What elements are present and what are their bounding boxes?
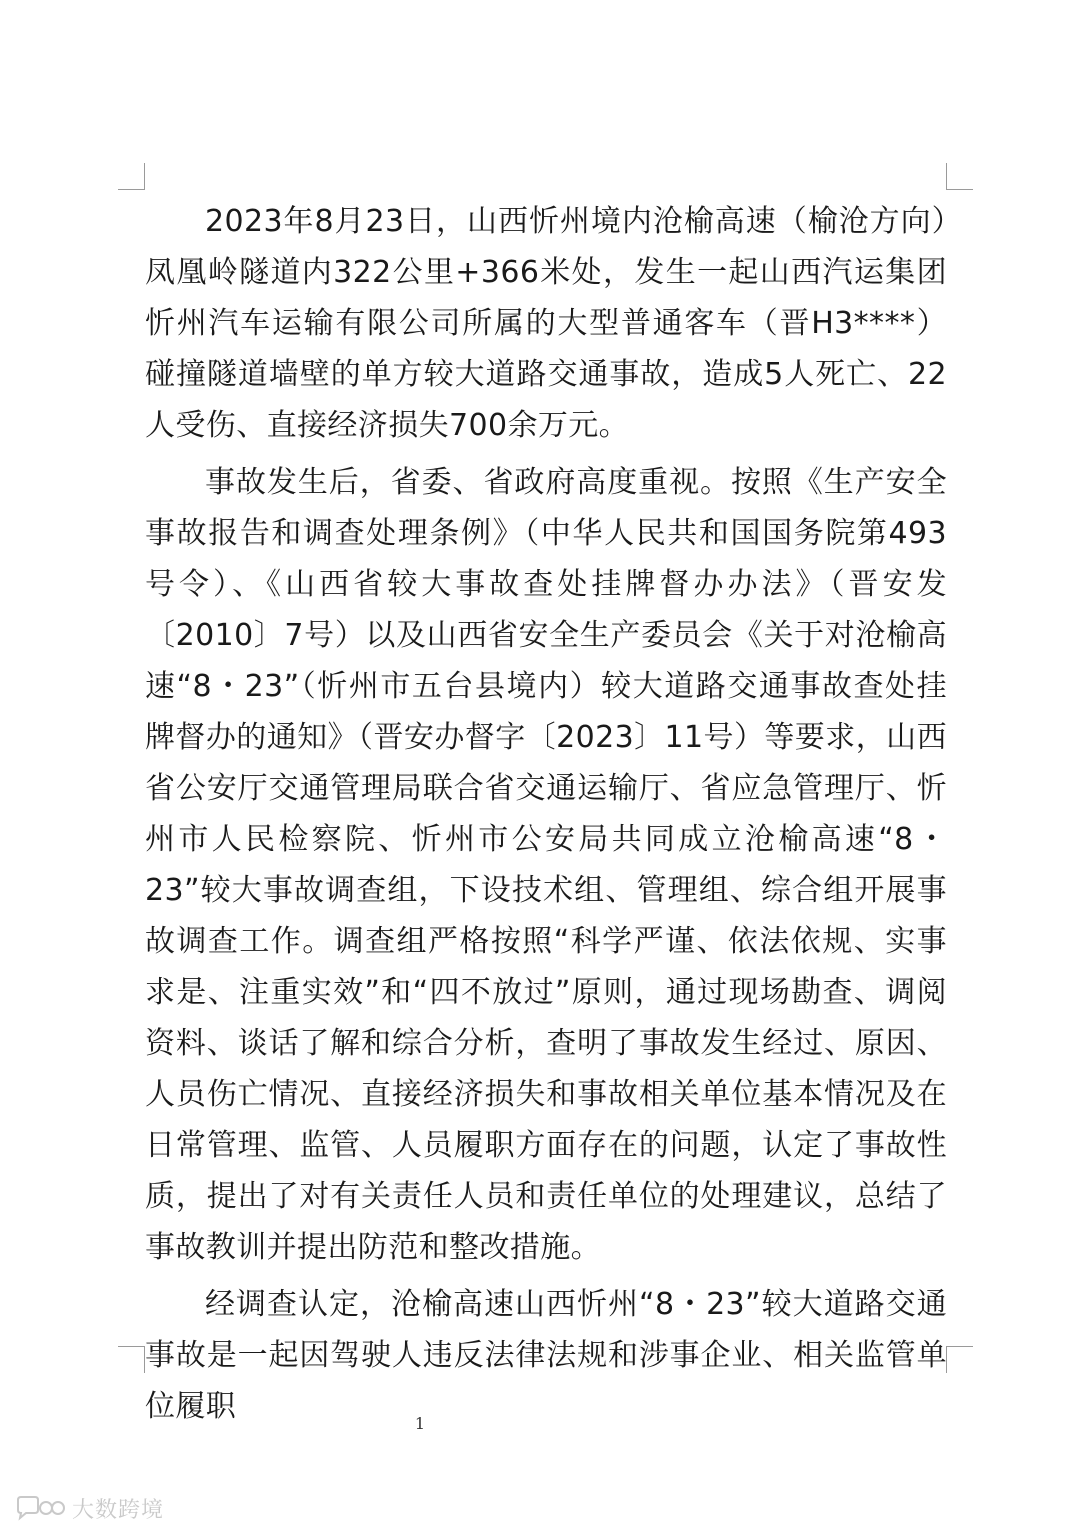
margin-corner-mark-top-left [118,163,145,190]
paragraph-1: 2023年8月23日，山西忻州境内沧榆高速（榆沧方向）凤凰岭隧道内322公里+366米处，发生一起山西汽运集团忻州汽车运输有限公司所属的大型普通客车（晋H3****）碰撞隧道墙壁的单方较大道路交通事故，造成5人死亡、22人受伤、直接经济损失700余万元。 [145,204,947,443]
paragraph-2: 事故发生后，省委、省政府高度重视。按照《生产安全事故报告和调查处理条例》（中华人民共和国国务院第493号令）、《山西省较大事故查处挂牌督办办法》（晋安发〔2010〕7号）以及山西省安全生产委员会《关于对沧榆高速“8・23”（忻州市五台县境内）较大道路交通事故查处挂牌督办的通知》（晋安办督字〔2023〕11号）等要求，山西省公安厅交通管理局联合省交通运输厅、省应急管理厅、忻州市人民检察院、忻州市公安局共同成立沧榆高速“8・23”较大事故调查组，下设技术组、管理组、综合组开展事故调查工作。调查组严格按照“科学严谨、依法依规、实事求是、注重实效”和“四不放过”原则，通过现场勘查、调阅资料、谈话了解和综合分析，查明了事故发生经过、原因、人员伤亡情况、直接经济损失和事故相关单位基本情况及在日常管理、监管、人员履职方面存在的问题，认定了事故性质，提出了对有关责任人员和责任单位的处理建议，总结了事故教训并提出防范和整改措施。 [145,465,947,1265]
page-number: 1 [414,1414,426,1433]
chat-bubble-logo-icon [14,1495,66,1521]
document-body [145,196,947,1438]
margin-corner-mark-bottom-right [946,1346,973,1373]
paragraph-3: 经调查认定，沧榆高速山西忻州“8・23”较大道路交通事故是一起因驾驶人违反法律法规和涉事企业、相关监管单位履职 [145,1287,947,1424]
margin-corner-mark-top-right [946,163,973,190]
watermark [14,1493,164,1523]
watermark-text: 大数跨境 [72,1497,165,1523]
margin-corner-mark-bottom-left [118,1346,145,1373]
